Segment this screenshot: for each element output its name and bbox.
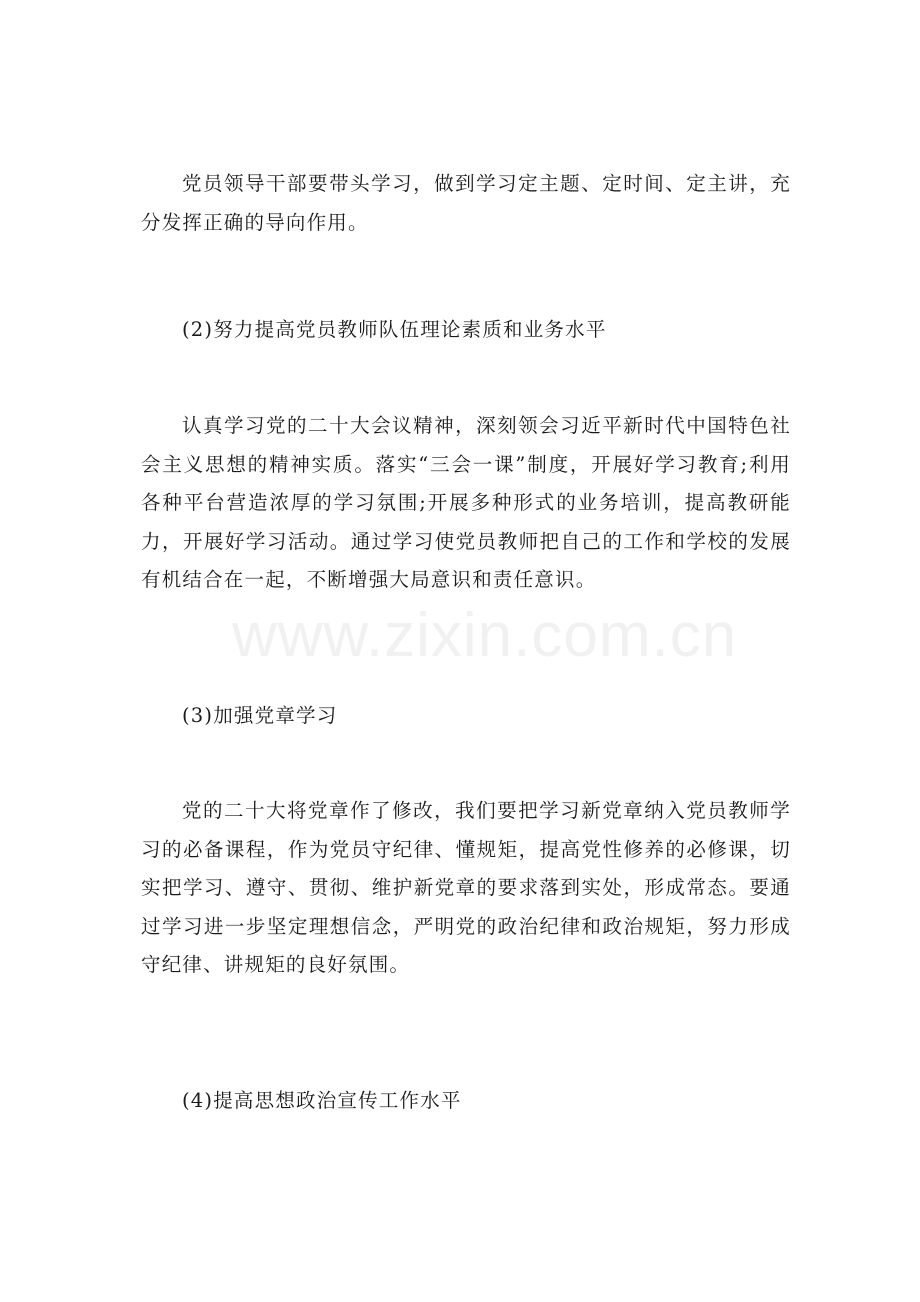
- paragraph-congress-spirit: 认真学习党的二十大会议精神，深刻领会习近平新时代中国特色社会主义思想的精神实质。落实“三会一课”制度，开展好学习教育;利用各种平台营造浓厚的学习氛围;开展多种形式的业务培训，提高教研能力，开展好学习活动。通过学习使党员教师把自己的工作和学校的发展有机结合在一起，不断增强大局意识和责任意识。: [141, 414, 791, 591]
- heading-section-2: (2)努力提高党员教师队伍理论素质和业务水平: [182, 318, 607, 341]
- heading-section-4: (4)提高思想政治宣传工作水平: [182, 1089, 462, 1112]
- paragraph-leaders-study: 党员领导干部要带头学习，做到学习定主题、定时间、定主讲，充分发挥正确的导向作用。: [141, 172, 791, 234]
- paragraph-party-constitution: 党的二十大将党章作了修改，我们要把学习新党章纳入党员教师学习的必备课程，作为党员守纪律、懂规矩，提高党性修养的必修课，切实把学习、遵守、贯彻、维护新党章的要求落到实处，形成常态。要通过学习进一步坚定理想信念，严明党的政治纪律和政治规矩，努力形成守纪律、讲规矩的良好氛围。: [141, 799, 791, 976]
- watermark: www.zixin.com.cn: [232, 601, 738, 670]
- heading-section-3: (3)加强党章学习: [182, 704, 338, 727]
